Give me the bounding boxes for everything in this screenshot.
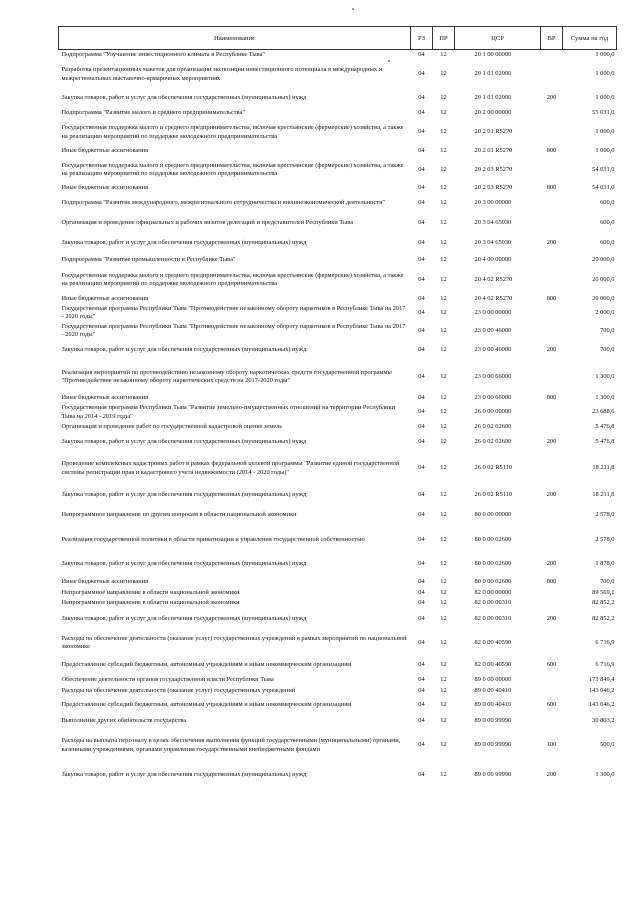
row-vr (541, 50, 563, 61)
row-sum: 6 716,9 (595, 661, 615, 669)
row-vr: 200 (546, 346, 557, 354)
row-pr: 12 (440, 165, 447, 173)
row-rz: 04 (418, 372, 425, 380)
row-name: Государственная поддержка малого и среднего предпринимательства, включая крестьянские (фермерские) хозяйства, а также на реализацию мероприятий по поддержке молодежного предпринимательства (61, 271, 404, 287)
row-pr: 12 (440, 741, 447, 749)
row-rz: 04 (418, 255, 425, 263)
row-sum: 1 000,0 (595, 128, 615, 136)
row-pr: 12 (440, 661, 447, 669)
table-row (59, 61, 617, 89)
table-row (59, 294, 617, 305)
table-row (59, 486, 617, 505)
row-pr: 12 (440, 146, 447, 154)
row-sum: 1 000,0 (595, 93, 615, 101)
row-sum: 20 000,0 (592, 255, 615, 263)
table-row (59, 361, 617, 394)
table-row (59, 89, 617, 108)
table-row (59, 452, 617, 486)
row-vr: 200 (546, 93, 557, 101)
table-row (59, 576, 617, 589)
row-csr: 23 0 00 46000 (474, 326, 512, 334)
budget-document (58, 26, 616, 789)
row-sum: 1 300,0 (595, 771, 615, 779)
table-row (59, 157, 617, 184)
row-vr: 800 (546, 146, 557, 154)
table-row (59, 194, 617, 214)
table-row (59, 254, 617, 267)
row-sum: 173 849,4 (588, 676, 615, 684)
row-rz: 04 (418, 128, 425, 136)
row-vr (541, 305, 563, 322)
row-csr: 20 2 03 R5270 (474, 184, 513, 192)
row-rz: 04 (418, 638, 425, 646)
table-row (59, 184, 617, 194)
row-csr: 80 0 00 02600 (474, 535, 512, 543)
row-rz: 04 (418, 165, 425, 173)
row-rz: 04 (418, 577, 425, 585)
table-row (59, 697, 617, 715)
row-rz: 04 (418, 588, 425, 596)
row-name: Организация и проведение официальных и рабочих визитов делегаций и представителей Республики Тыва (61, 218, 354, 226)
row-csr: 23 0 00 46000 (474, 346, 512, 354)
row-pr: 12 (440, 701, 447, 709)
row-sum: 1 300,0 (595, 394, 615, 402)
row-name: Закупка товаров, работ и услуг для обеспечения государственных (муниципальных) нужд (61, 490, 307, 498)
row-rz: 04 (418, 346, 425, 354)
row-rz: 04 (418, 535, 425, 543)
row-vr (541, 505, 563, 527)
row-name: Государственная поддержка малого и среднего предпринимательства, включая крестьянские (фермерские) хозяйства, а также на реализацию мероприятий по поддержке молодежного предпринимательства (61, 161, 404, 177)
row-name: Подпрограмма "Улучшение инвестиционного климата в Республике Тыва" (61, 51, 266, 59)
row-name: Подпрограмма "Развитие малого и среднего предпринимательства" (61, 109, 245, 117)
table-row (59, 404, 617, 422)
row-vr (541, 422, 563, 434)
row-csr: 80 0 00 02600 (474, 577, 512, 585)
row-vr: 800 (546, 394, 557, 402)
row-name: Расходы на выплаты персоналу в целях обеспечения выполнения функций государственными (муниципальными) органами, казенными учреждениями, органами управления государственными внебюджетными фондами (61, 737, 401, 753)
row-rz: 04 (418, 146, 425, 154)
row-name: Закупка товаров, работ и услуг для обеспечения государственных (муниципальных) нужд (61, 615, 307, 623)
row-csr: 20 3 04 65030 (474, 238, 512, 246)
row-name: Государственная программа Республики Тыва "Развитие земельно-имущественных отношений на территории Республики Тыва на 2014 - 2019 годы" (61, 404, 395, 420)
table-row (59, 554, 617, 576)
row-csr: 20 2 00 00000 (474, 109, 512, 117)
row-csr: 20 3 04 65030 (474, 218, 512, 226)
row-pr: 12 (440, 560, 447, 568)
row-csr: 20 1 01 02000 (474, 70, 512, 78)
row-pr: 12 (440, 511, 447, 519)
row-name: Непрограммное направление по другим вопросам в области национальной экономики (61, 511, 297, 519)
row-name: Закупка товаров, работ и услуг для обеспечения государственных (муниципальных) нужд (61, 346, 307, 354)
table-row (59, 305, 617, 322)
row-vr (541, 527, 563, 554)
row-csr: 89 0 00 99990 (474, 717, 512, 725)
row-pr: 12 (440, 490, 447, 498)
row-rz: 04 (418, 560, 425, 568)
row-vr (541, 214, 563, 233)
row-rz: 04 (418, 184, 425, 192)
row-sum: 82 852,2 (592, 598, 615, 606)
row-vr (541, 686, 563, 697)
row-rz: 04 (418, 464, 425, 472)
row-rz: 04 (418, 93, 425, 101)
row-name: Государственная программа Республики Тыва "Противодействие незаконному обороту наркотиков в Республике Тыва на 2017 - 2020 годы" (61, 322, 406, 338)
row-rz: 04 (418, 394, 425, 402)
row-vr (541, 404, 563, 422)
table-row (59, 505, 617, 527)
scan-dot (352, 8, 354, 10)
row-rz: 04 (418, 423, 425, 431)
row-csr: 89 0 00 99990 (474, 741, 512, 749)
row-csr: 23 0 00 66000 (474, 372, 512, 380)
row-vr: 100 (546, 741, 557, 749)
row-name: Закупка товаров, работ и услуг для обеспечения государственных (муниципальных) нужд (61, 560, 307, 568)
row-pr: 12 (440, 676, 447, 684)
row-csr: 80 0 00 00000 (474, 511, 512, 519)
row-csr: 82 0 00 40590 (474, 661, 512, 669)
row-sum: 20 000,0 (592, 275, 615, 283)
row-name: Предоставление субсидий бюджетным, автономным учреждениям и иным некоммерческим организациям (61, 701, 352, 709)
row-pr: 12 (440, 408, 447, 416)
row-pr: 12 (440, 346, 447, 354)
row-rz: 04 (418, 511, 425, 519)
row-name: Подпрограмма "Развитие международного, межрегионального сотрудничества и внешнеэкономической деятельности" (61, 199, 386, 207)
row-csr: 20 4 02 R5270 (474, 294, 513, 302)
row-vr (541, 589, 563, 598)
row-vr (541, 715, 563, 729)
row-sum: 143 046,2 (588, 701, 615, 709)
row-vr (541, 254, 563, 267)
row-vr: 600 (546, 661, 557, 669)
row-vr (541, 631, 563, 656)
header-rz: РЗ (411, 27, 433, 50)
row-pr: 12 (440, 218, 447, 226)
header-vr: ВР (541, 27, 563, 50)
row-name: Выполнение других обязательств государства (61, 717, 187, 725)
row-sum: 700,0 (600, 346, 615, 354)
row-name: Государственная поддержка малого и среднего предпринимательства, включая крестьянские (фермерские) хозяйства, а также на реализацию мероприятий по поддержке молодежного предпринимательства (61, 124, 404, 140)
row-csr: 20 1 01 02000 (474, 93, 512, 101)
row-pr: 12 (440, 238, 447, 246)
row-name: Расходы на обеспечение деятельности (оказание услуг) государственных учреждений (61, 686, 296, 694)
table-row (59, 422, 617, 434)
row-sum: 600,0 (600, 218, 615, 226)
row-name: Закупка товаров, работ и услуг для обеспечения государственных (муниципальных) нужд (61, 771, 307, 779)
row-pr: 12 (440, 294, 447, 302)
row-pr: 12 (440, 423, 447, 431)
table-row (59, 656, 617, 676)
row-sum: 1 000,0 (595, 146, 615, 154)
row-vr: 200 (546, 490, 557, 498)
row-sum: 700,0 (600, 577, 615, 585)
row-rz: 04 (418, 275, 425, 283)
row-sum: 500,0 (600, 741, 615, 749)
row-pr: 12 (440, 93, 447, 101)
row-rz: 04 (418, 109, 425, 117)
row-sum: 2 578,0 (595, 535, 615, 543)
row-name: Обеспечение деятельности органов государственной власти Республики Тыва (61, 676, 274, 684)
row-name: Иные бюджетные ассигнования (61, 184, 149, 192)
row-pr: 12 (440, 535, 447, 543)
row-csr: 89 0 00 40410 (474, 701, 512, 709)
row-rz: 04 (418, 294, 425, 302)
row-pr: 12 (440, 438, 447, 446)
row-csr: 23 0 00 00000 (474, 308, 512, 316)
row-pr: 12 (440, 326, 447, 334)
row-name: Непрограммное направление в области национальной экономики (61, 588, 240, 596)
table-row (59, 341, 617, 361)
row-vr: 600 (546, 701, 557, 709)
row-rz: 04 (418, 490, 425, 498)
row-pr: 12 (440, 771, 447, 779)
row-csr: 82 0 00 00000 (474, 588, 512, 596)
row-pr: 12 (440, 598, 447, 606)
row-csr: 20 4 00 00000 (474, 255, 512, 263)
row-name: Непрограммное направление в области национальной экономики (61, 598, 240, 606)
row-vr (541, 676, 563, 686)
header-name: Наименование (59, 27, 411, 50)
row-rz: 04 (418, 741, 425, 749)
table-row (59, 527, 617, 554)
row-vr (541, 108, 563, 120)
row-sum: 23 688,6 (592, 408, 615, 416)
row-csr: 20 2 03 R5270 (474, 165, 513, 173)
row-pr: 12 (440, 394, 447, 402)
row-csr: 20 1 00 00000 (474, 51, 512, 59)
row-sum: 18 211,8 (592, 464, 615, 472)
row-name: Закупка товаров, работ и услуг для обеспечения государственных (муниципальных) нужд (61, 238, 307, 246)
table-row (59, 434, 617, 452)
row-sum: 1 300,0 (595, 372, 615, 380)
row-name: Предоставление субсидий бюджетным, автономным учреждениям и иным некоммерческим организациям (61, 661, 352, 669)
row-name: Реализация мероприятий по противодействию незаконному обороту наркотических средств государственной программы "Противодействие незаконному обороту наркотических средств на 2017-2020 годы" (61, 368, 392, 384)
row-name: Иные бюджетные ассигнования (61, 394, 149, 402)
row-name: Расходы на обеспечение деятельности (оказание услуг) государственных учреждений в рамках мероприятий по национальной экономике (61, 634, 407, 650)
row-vr (541, 194, 563, 214)
table-row (59, 233, 617, 254)
row-pr: 12 (440, 70, 447, 78)
row-sum: 1 000,0 (595, 51, 615, 59)
row-csr: 89 0 00 40410 (474, 686, 512, 694)
row-vr (541, 120, 563, 146)
row-pr: 12 (440, 184, 447, 192)
table-row (59, 108, 617, 120)
row-csr: 26 0 02 02600 (474, 423, 512, 431)
row-pr: 12 (440, 128, 447, 136)
row-sum: 82 852,2 (592, 615, 615, 623)
row-pr: 12 (440, 615, 447, 623)
table-row (59, 729, 617, 763)
row-rz: 04 (418, 308, 425, 316)
table-header (59, 27, 617, 50)
row-name: Реализация государственной политики в области приватизации и управления государственной собственностью (61, 535, 365, 543)
row-vr (541, 322, 563, 341)
row-vr: 200 (546, 771, 557, 779)
row-name: Разработка презентационных макетов для организации экспозиции инвестиционного потенциала в международных и межрегиональных выставочно-ярмарочных мероприятиях (61, 66, 383, 82)
table-row (59, 120, 617, 146)
header-pr: ПР (433, 27, 455, 50)
row-pr: 12 (440, 588, 447, 596)
row-csr: 23 0 00 66000 (474, 394, 512, 402)
row-vr (541, 452, 563, 486)
row-name: Закупка товаров, работ и услуг для обеспечения государственных (муниципальных) нужд (61, 93, 307, 101)
row-vr: 200 (546, 615, 557, 623)
row-rz: 04 (418, 598, 425, 606)
row-pr: 12 (440, 638, 447, 646)
table-row (59, 394, 617, 404)
row-pr: 12 (440, 686, 447, 694)
row-sum: 1 878,0 (595, 560, 615, 568)
row-vr: 200 (546, 238, 557, 246)
row-vr (541, 267, 563, 294)
row-rz: 04 (418, 238, 425, 246)
row-pr: 12 (440, 255, 447, 263)
budget-table (58, 26, 617, 789)
row-sum: 600,0 (600, 238, 615, 246)
row-rz: 04 (418, 661, 425, 669)
row-csr: 20 4 02 R5270 (474, 275, 513, 283)
row-sum: 143 046,2 (588, 686, 615, 694)
row-rz: 04 (418, 771, 425, 779)
row-vr: 800 (546, 184, 557, 192)
row-name: Закупка товаров, работ и услуг для обеспечения государственных (муниципальных) нужд (61, 438, 307, 446)
row-pr: 12 (440, 372, 447, 380)
row-csr: 26 0 02 02600 (474, 438, 512, 446)
row-sum: 1 000,0 (595, 70, 615, 78)
table-row (59, 322, 617, 341)
scan-dot (388, 60, 390, 62)
row-rz: 04 (418, 408, 425, 416)
row-rz: 04 (418, 686, 425, 694)
row-sum: 2 000,0 (595, 308, 615, 316)
row-rz: 04 (418, 438, 425, 446)
row-csr: 82 0 00 40590 (474, 638, 512, 646)
row-vr: 800 (546, 294, 557, 302)
table-body (59, 50, 617, 789)
table-row (59, 609, 617, 631)
row-csr: 26 0 00 00000 (474, 408, 512, 416)
table-row (59, 686, 617, 697)
table-row (59, 715, 617, 729)
row-pr: 12 (440, 577, 447, 585)
row-name: Иные бюджетные ассигнования (61, 294, 149, 302)
table-row (59, 676, 617, 686)
row-vr: 200 (546, 438, 557, 446)
row-csr: 20 2 01 R5270 (474, 146, 513, 154)
row-sum: 30 803,2 (592, 717, 615, 725)
row-sum: 6 716,9 (595, 638, 615, 646)
header-sum: Сумма на год (563, 27, 617, 50)
row-sum: 54 031,0 (592, 184, 615, 192)
row-pr: 12 (440, 51, 447, 59)
row-sum: 5 476,8 (595, 423, 615, 431)
row-csr: 20 3 00 00000 (474, 199, 512, 207)
row-csr: 82 0 00 00310 (474, 615, 512, 623)
row-pr: 12 (440, 199, 447, 207)
table-row (59, 763, 617, 789)
row-rz: 04 (418, 676, 425, 684)
table-row (59, 598, 617, 609)
row-csr: 80 0 00 02600 (474, 560, 512, 568)
row-rz: 04 (418, 326, 425, 334)
row-vr (541, 361, 563, 394)
row-sum: 5 476,8 (595, 438, 615, 446)
row-name: Подпрограмма "Развитие промышленности в Республике Тыва" (61, 255, 236, 263)
row-pr: 12 (440, 308, 447, 316)
row-sum: 20 000,0 (592, 294, 615, 302)
row-sum: 600,0 (600, 199, 615, 207)
row-name: Иные бюджетные ассигнования (61, 577, 149, 585)
row-sum: 54 031,0 (592, 165, 615, 173)
row-csr: 89 0 00 99990 (474, 771, 512, 779)
row-name: Государственная программа Республики Тыва "Противодействие незаконному обороту наркотиков в Республике Тыва на 2017 - 2020 годы" (61, 304, 406, 320)
table-row (59, 146, 617, 157)
table-row (59, 589, 617, 598)
row-name: Организация и проведение работ по государственной кадастровой оценке земель (61, 423, 283, 431)
row-rz: 04 (418, 51, 425, 59)
row-name: Проведение комплексных кадастровых работ в рамках федеральной целевой программы "Развитие единой государственной системы регистрации прав и кадастрового учета недвижимости (2014 - 2020 годы)" (61, 460, 400, 476)
row-csr: 20 2 01 R5270 (474, 128, 513, 136)
table-row (59, 50, 617, 61)
row-pr: 12 (440, 109, 447, 117)
row-name: Иные бюджетные ассигнования (61, 146, 149, 154)
row-rz: 04 (418, 701, 425, 709)
row-vr (541, 61, 563, 89)
row-vr (541, 157, 563, 184)
row-csr: 26 0 02 R5110 (474, 464, 513, 472)
row-vr: 200 (546, 560, 557, 568)
row-rz: 04 (418, 199, 425, 207)
row-pr: 12 (440, 275, 447, 283)
row-csr: 89 0 00 00000 (474, 676, 512, 684)
row-csr: 82 0 00 00310 (474, 598, 512, 606)
row-sum: 700,0 (600, 326, 615, 334)
row-vr (541, 598, 563, 609)
row-pr: 12 (440, 717, 447, 725)
row-vr: 800 (546, 577, 557, 585)
row-csr: 26 0 02 R5110 (474, 490, 513, 498)
row-rz: 04 (418, 70, 425, 78)
table-row (59, 214, 617, 233)
row-sum: 18 211,8 (592, 490, 615, 498)
row-pr: 12 (440, 464, 447, 472)
table-row (59, 631, 617, 656)
row-sum: 2 578,0 (595, 511, 615, 519)
row-rz: 04 (418, 615, 425, 623)
row-sum: 55 031,0 (592, 109, 615, 117)
table-row (59, 267, 617, 294)
header-csr: ЦСР (455, 27, 541, 50)
row-rz: 04 (418, 717, 425, 725)
row-sum: 89 569,1 (592, 588, 615, 596)
row-rz: 04 (418, 218, 425, 226)
